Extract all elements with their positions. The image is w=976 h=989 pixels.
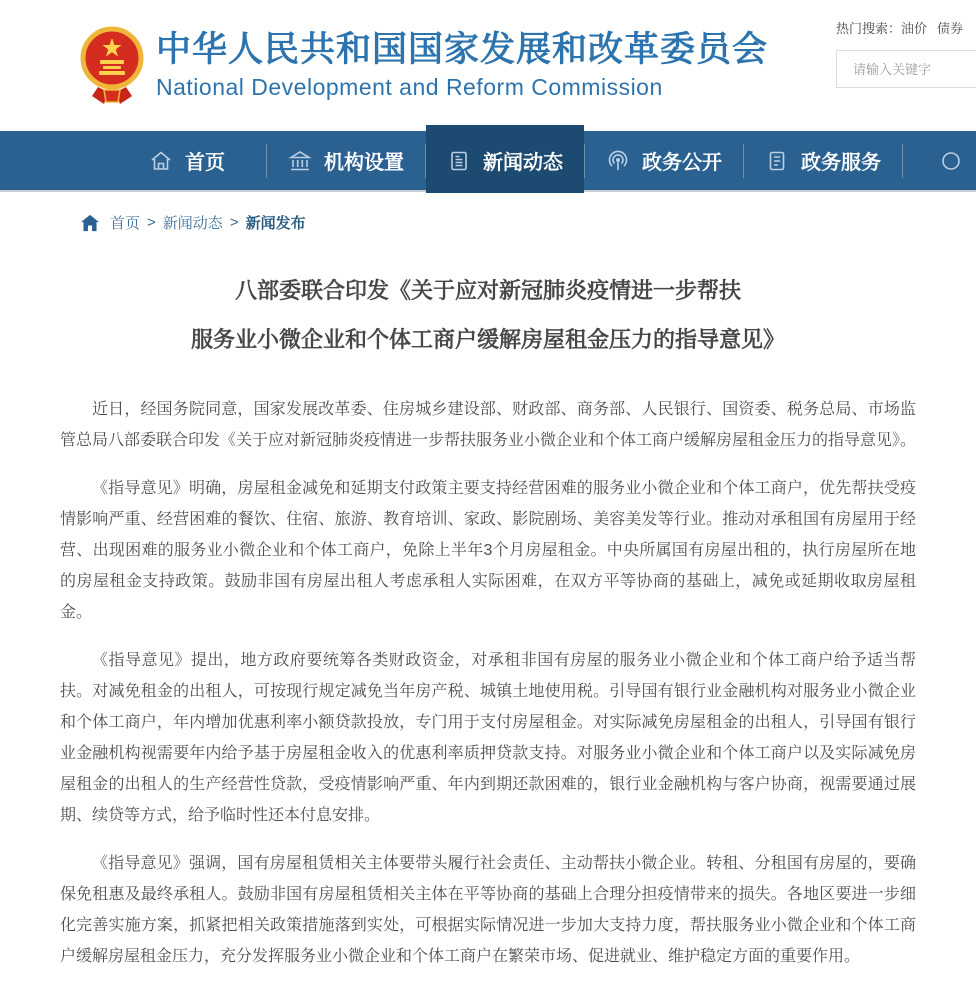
hot-search-bar bbox=[836, 18, 976, 37]
national-emblem-icon bbox=[80, 95, 144, 112]
article-paragraph: 近日，经国务院同意，国家发展改革委、住房城乡建设部、财政部、商务部、人民银行、国资委、税务总局、市场监管总局八部委联合印发《关于应对新冠肺炎疫情进一步帮扶服务业小微企业和个体工商户缓解房屋租金压力的指导意见》。 bbox=[60, 401, 917, 449]
article-title-line2: 服务业小微企业和个体工商户缓解房屋租金压力的指导意见》 bbox=[190, 327, 785, 352]
search-input[interactable] bbox=[836, 50, 976, 88]
search-box bbox=[836, 50, 976, 88]
nav-item-label: 政务服务 bbox=[801, 152, 881, 174]
article-body bbox=[0, 364, 976, 972]
nav-item-label: 机构设置 bbox=[324, 152, 404, 174]
news-icon bbox=[447, 149, 471, 173]
site-title-en: National Development and Reform Commission bbox=[156, 74, 663, 100]
site-header bbox=[0, 0, 976, 131]
article bbox=[0, 252, 976, 989]
institution-icon bbox=[288, 149, 312, 173]
breadcrumb-item-current: 新闻发布 bbox=[245, 215, 306, 232]
breadcrumb-home-icon[interactable] bbox=[80, 214, 100, 232]
nav-item-gov-services[interactable] bbox=[744, 131, 902, 190]
nav-item-label: 新闻动态 bbox=[483, 152, 563, 174]
article-title bbox=[0, 252, 976, 364]
site-titles bbox=[156, 30, 768, 102]
hot-search-term-oil[interactable]: 油价 bbox=[901, 21, 928, 36]
breadcrumb-separator: > bbox=[147, 214, 156, 231]
nav-item-organization[interactable] bbox=[267, 131, 425, 190]
breadcrumb-separator: > bbox=[229, 214, 239, 231]
main-nav bbox=[0, 131, 976, 190]
site-title-zh: 中华人民共和国国家发展和改革委员会 bbox=[156, 30, 769, 69]
circle-icon bbox=[939, 149, 963, 173]
document-icon bbox=[765, 149, 789, 173]
nav-item-home[interactable] bbox=[108, 131, 266, 190]
article-paragraph: 《指导意见》提出，地方政府要统筹各类财政资金，对承租非国有房屋的服务业小微企业和个体工商户给予适当帮扶。对减免租金的出租人，可按现行规定减免当年房产税、城镇土地使用税。引导国有银行业金融机构对服务业小微企业和个体工商户，年内增加优惠利率小额贷款投放，专门用于支付房屋租金。对实际减免房屋租金的出租人，引导国有银行业金融机构视需要年内给予基于房屋租金收入的优惠利率质押贷款支持。对服务业小微企业和个体工商户以及实际减免房屋租金的出租人的生产经营性贷款，受疫情影响严重、年内到期还款困难的，银行业金融机构与客户协商，视需要通过展期、续贷等方式，给予临时性还本付息安排。 bbox=[60, 652, 916, 824]
nav-item-partial[interactable] bbox=[903, 131, 963, 190]
article-title-line1: 八部委联合印发《关于应对新冠肺炎疫情进一步帮扶 bbox=[234, 278, 741, 303]
nav-item-news[interactable] bbox=[426, 125, 584, 193]
breadcrumb-item-home[interactable]: 首页 bbox=[110, 215, 141, 232]
broadcast-icon bbox=[606, 149, 630, 173]
nav-item-label: 首页 bbox=[185, 152, 225, 174]
breadcrumb-item-news[interactable]: 新闻动态 bbox=[162, 215, 223, 232]
home-icon bbox=[149, 149, 173, 173]
hot-search-label: 热门搜索： bbox=[836, 21, 902, 36]
national-emblem-logo[interactable] bbox=[80, 26, 144, 108]
nav-item-gov-disclosure[interactable] bbox=[585, 131, 743, 190]
hot-search-term-bond[interactable]: 债券 bbox=[937, 21, 964, 36]
nav-item-label: 政务公开 bbox=[642, 152, 722, 174]
article-paragraph: 《指导意见》明确，房屋租金减免和延期支付政策主要支持经营困难的服务业小微企业和个体工商户，优先帮扶受疫情影响严重、经营困难的餐饮、住宿、旅游、教育培训、家政、影院剧场、美容美发等行业。推动对承租国有房屋用于经营、出现困难的服务业小微企业和个体工商户，免除上半年3个月房屋租金。中央所属国有房屋出租的，执行房屋所在地的房屋租金支持政策。鼓励非国有房屋出租人考虑承租人实际困难，在双方平等协商的基础上，减免或延期收取房屋租金。 bbox=[60, 480, 916, 621]
article-paragraph: 《指导意见》强调，国有房屋租赁相关主体要带头履行社会责任、主动帮扶小微企业。转租、分租国有房屋的，要确保免租惠及最终承租人。鼓励非国有房屋租赁相关主体在平等协商的基础上合理分担疫情带来的损失。各地区要进一步细化完善实施方案，抓紧把相关政策措施落到实处，可根据实际情况进一步加大支持力度，帮扶服务业小微企业和个体工商户缓解房屋租金压力，充分发挥服务业小微企业和个体工商户在繁荣市场、促进就业、维护稳定方面的重要作用。 bbox=[60, 855, 916, 965]
breadcrumb bbox=[80, 212, 306, 233]
